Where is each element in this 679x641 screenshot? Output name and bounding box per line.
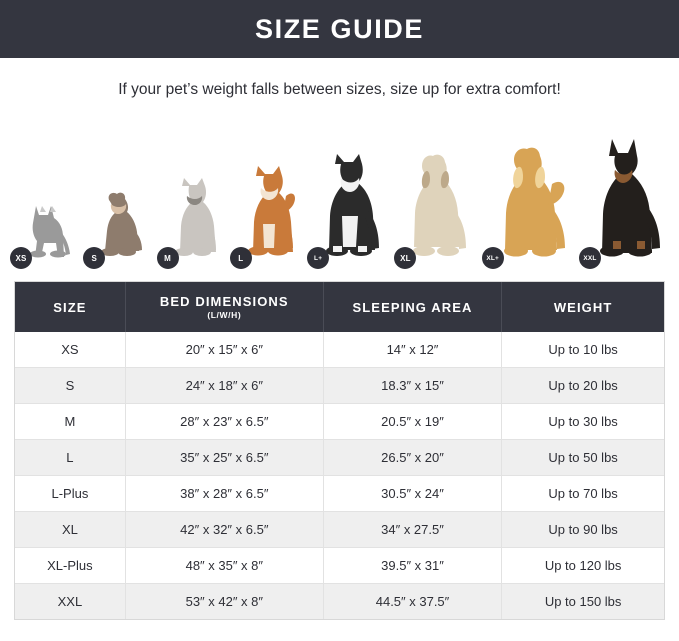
header-sleeping-area-label: SLEEPING AREA bbox=[352, 299, 473, 315]
table-header-row bbox=[15, 282, 664, 332]
header-size bbox=[15, 282, 125, 332]
cell-dimensions: 20″ x 15″ x 6″ bbox=[125, 332, 323, 368]
cell-dimensions: 28″ x 23″ x 6.5″ bbox=[125, 404, 323, 440]
cell-size: L bbox=[15, 440, 125, 476]
pet-badge-xl-plus: XL+ bbox=[482, 247, 504, 269]
table-row bbox=[15, 368, 664, 404]
pet-badge-l-plus: L+ bbox=[307, 247, 329, 269]
cell-sleeping-area: 14″ x 12″ bbox=[323, 332, 501, 368]
size-table-head bbox=[15, 282, 664, 332]
pet-xs bbox=[16, 196, 74, 263]
cell-weight: Up to 120 lbs bbox=[502, 548, 664, 584]
table-row bbox=[15, 332, 664, 368]
pet-badge-l: L bbox=[230, 247, 252, 269]
cell-dimensions: 53″ x 42″ x 8″ bbox=[125, 584, 323, 620]
cell-size: S bbox=[15, 368, 125, 404]
cell-size: XS bbox=[15, 332, 125, 368]
pet-s bbox=[89, 186, 147, 263]
labrador-silhouette-icon bbox=[400, 150, 472, 263]
cell-weight: Up to 50 lbs bbox=[502, 440, 664, 476]
pet-xl bbox=[400, 150, 472, 263]
header-weight-label: WEIGHT bbox=[553, 299, 613, 315]
cell-weight: Up to 90 lbs bbox=[502, 512, 664, 548]
header-sleeping-area bbox=[323, 282, 501, 332]
cell-dimensions: 48″ x 35″ x 8″ bbox=[125, 548, 323, 584]
cell-weight: Up to 30 lbs bbox=[502, 404, 664, 440]
cell-weight: Up to 150 lbs bbox=[502, 584, 664, 620]
cell-size: M bbox=[15, 404, 125, 440]
pet-badge-xxl: XXL bbox=[579, 247, 601, 269]
cell-weight: Up to 70 lbs bbox=[502, 476, 664, 512]
size-table-container bbox=[14, 281, 665, 620]
subtitle-text: If your pet’s weight falls between sizes, size up for extra comfort! bbox=[118, 81, 561, 98]
pet-badge-xs: XS bbox=[10, 247, 32, 269]
cell-weight: Up to 20 lbs bbox=[502, 368, 664, 404]
cell-sleeping-area: 26.5″ x 20″ bbox=[323, 440, 501, 476]
cell-dimensions: 35″ x 25″ x 6.5″ bbox=[125, 440, 323, 476]
cell-weight: Up to 10 lbs bbox=[502, 332, 664, 368]
cell-size: L-Plus bbox=[15, 476, 125, 512]
pet-badge-m: M bbox=[157, 247, 179, 269]
header-bed-dimensions-sub: (L/W/H) bbox=[207, 310, 242, 320]
golden-retriever-silhouette-icon bbox=[488, 142, 570, 263]
cell-dimensions: 24″ x 18″ x 6″ bbox=[125, 368, 323, 404]
table-row bbox=[15, 512, 664, 548]
doberman-silhouette-icon bbox=[585, 136, 663, 263]
pet-xxl bbox=[585, 136, 663, 263]
cell-sleeping-area: 18.3″ x 15″ bbox=[323, 368, 501, 404]
page-header bbox=[0, 0, 679, 58]
header-size-label: SIZE bbox=[53, 299, 87, 315]
header-bed-dimensions-label: BED DIMENSIONS bbox=[159, 294, 289, 309]
pet-l-plus bbox=[313, 150, 385, 263]
cell-dimensions: 42″ x 32″ x 6.5″ bbox=[125, 512, 323, 548]
cell-sleeping-area: 44.5″ x 37.5″ bbox=[323, 584, 501, 620]
pet-badge-xl: XL bbox=[394, 247, 416, 269]
size-table-body bbox=[15, 332, 664, 619]
header-bed-dimensions bbox=[125, 282, 323, 332]
table-row bbox=[15, 404, 664, 440]
cell-sleeping-area: 34″ x 27.5″ bbox=[323, 512, 501, 548]
cell-sleeping-area: 30.5″ x 24″ bbox=[323, 476, 501, 512]
cell-sleeping-area: 20.5″ x 19″ bbox=[323, 404, 501, 440]
cell-size: XXL bbox=[15, 584, 125, 620]
pet-l bbox=[236, 162, 298, 263]
table-row bbox=[15, 476, 664, 512]
cell-size: XL-Plus bbox=[15, 548, 125, 584]
cell-dimensions: 38″ x 28″ x 6.5″ bbox=[125, 476, 323, 512]
table-row bbox=[15, 548, 664, 584]
pet-silhouette-row bbox=[16, 113, 663, 263]
pet-m bbox=[163, 174, 221, 263]
table-row bbox=[15, 584, 664, 620]
header-weight bbox=[502, 282, 664, 332]
table-row bbox=[15, 440, 664, 476]
pet-badge-s: S bbox=[83, 247, 105, 269]
border-collie-silhouette-icon bbox=[313, 150, 385, 263]
pet-xl-plus bbox=[488, 142, 570, 263]
cell-size: XL bbox=[15, 512, 125, 548]
size-table bbox=[15, 282, 664, 619]
page-title: SIZE GUIDE bbox=[254, 13, 425, 44]
cell-sleeping-area: 39.5″ x 31″ bbox=[323, 548, 501, 584]
